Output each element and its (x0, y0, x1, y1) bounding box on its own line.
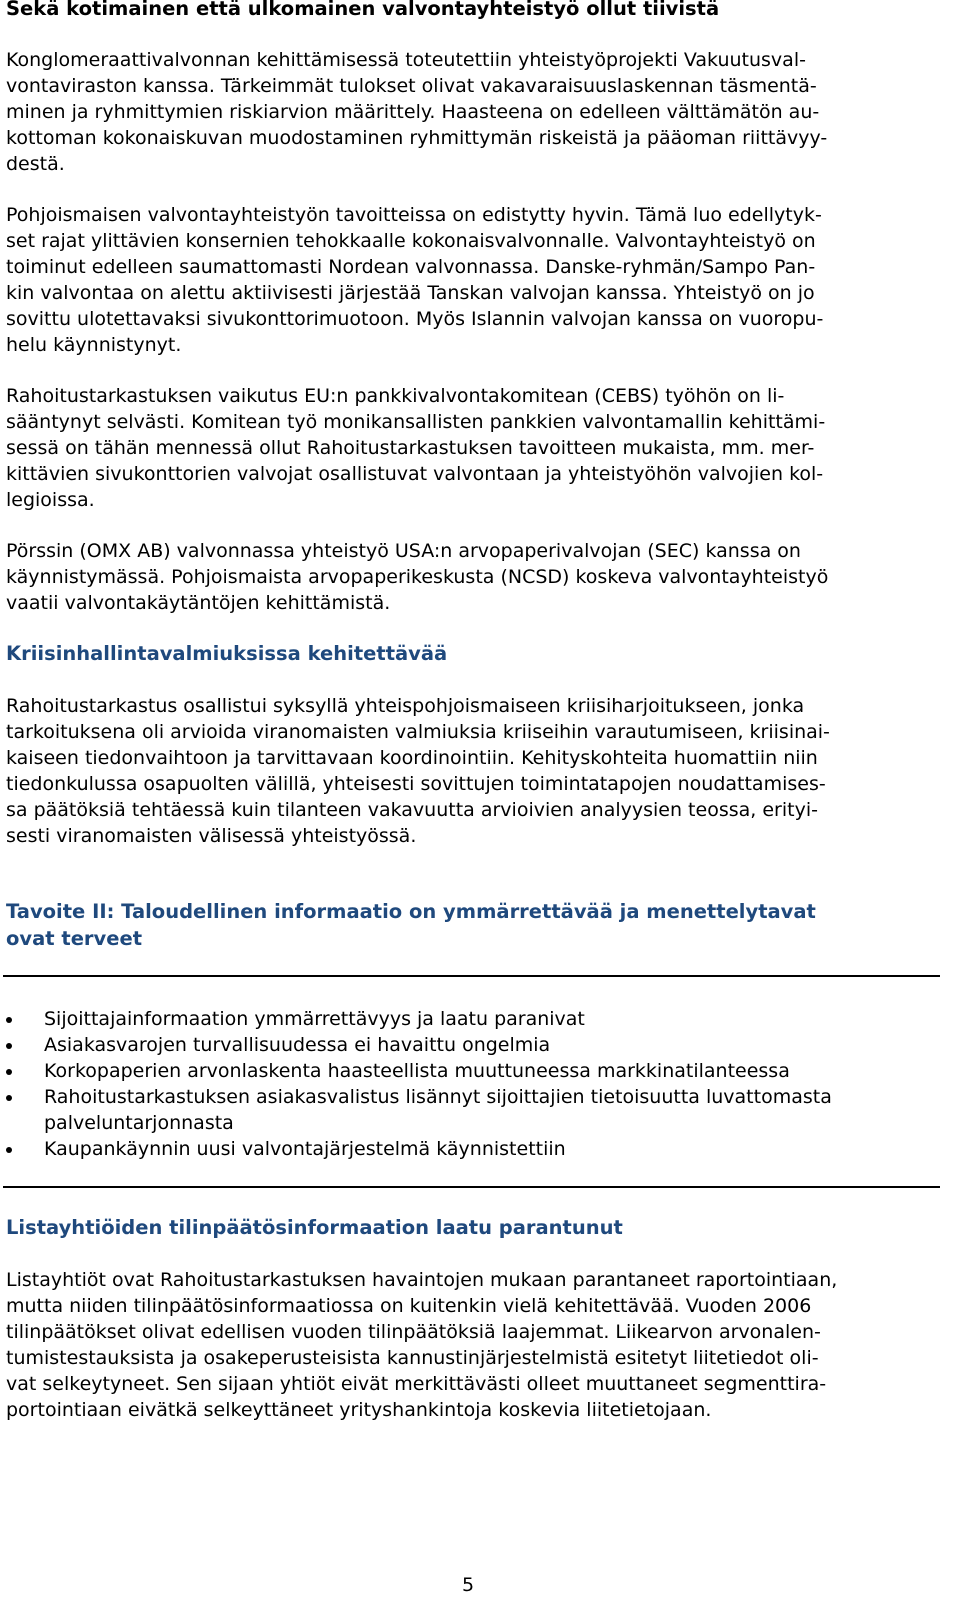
text-line: minen ja ryhmittymien riskiarvion määrittely. Haasteena on edelleen välttämätön au- (6, 101, 820, 123)
text-line: vaatii valvontakäytäntöjen kehittämistä. (6, 592, 391, 614)
text-line: kaiseen tiedonvaihtoon ja tarvittavaan koordinointiin. Kehityskohteita huomattiin niin (6, 747, 818, 769)
text-line: portointiaan eivätkä selkeyttäneet yrityshankintoja koskevia liitetietojaan. (6, 1399, 712, 1421)
bullet-icon (6, 1147, 12, 1153)
list-item-text: Rahoitustarkastuksen asiakasvalistus lisännyt sijoittajien tietoisuutta luvattomasta (44, 1086, 832, 1108)
goal-heading (6, 898, 940, 952)
bullet-icon (6, 1095, 12, 1101)
paragraph-conglomerate (6, 47, 940, 177)
text-line: tarkoituksena oli arvioida viranomaisten valmiuksia kriiseihin varautumiseen, kriisinai- (6, 721, 830, 743)
page-number: 5 (462, 1574, 475, 1596)
paragraph-omx (6, 538, 940, 616)
text-line: vontaviraston kanssa. Tärkeimmät tulokset olivat vakavaraisuuslaskennan täsmentä- (6, 75, 817, 97)
text-line: tumistestauksista ja osakeperusteisista kannustinjärjestelmistä esitetyt liitetiedot oli- (6, 1347, 819, 1369)
text-line: kottoman kokonaiskuvan muodostaminen ryhmittymän riskeistä ja pääoman riittävyy- (6, 127, 828, 149)
text-line: helu käynnistynyt. (6, 334, 182, 356)
text-line: sessä on tähän mennessä ollut Rahoitustarkastuksen tavoitteen mukaista, mm. mer- (6, 437, 815, 459)
text-line: käynnistymässä. Pohjoismaista arvopaperikeskusta (NCSD) koskeva valvontayhteistyö (6, 566, 829, 588)
text-line: mutta niiden tilinpäätösinformaatiossa on kuitenkin vielä kehitettävää. Vuoden 2006 (6, 1295, 812, 1317)
section-heading-listed-companies: Listayhtiöiden tilinpäätösinformaation laatu parantunut (6, 1216, 623, 1239)
goal-heading-line: Tavoite II: Taloudellinen informaatio on ymmärrettävää ja menettelytavat (6, 900, 816, 923)
bullet-icon (6, 1017, 12, 1023)
section-heading-crisis: Kriisinhallintavalmiuksissa kehitettävää (6, 642, 448, 665)
paragraph-crisis-exercise (6, 693, 940, 849)
text-line: kittävien sivukonttorien valvojat osallistuvat valvontaan ja yhteistyöhön valvojien kol- (6, 463, 824, 485)
goal-bullet-list (0, 1006, 940, 1162)
text-line: Rahoitustarkastuksen vaikutus EU:n pankkivalvontakomitean (CEBS) työhön on li- (6, 385, 785, 407)
text-line: sesti viranomaisten välisessä yhteistyössä. (6, 825, 417, 847)
text-line: Pohjoismaisen valvontayhteistyön tavoitteissa on edistytty hyvin. Tämä luo edellytyk- (6, 204, 822, 226)
text-line: set rajat ylittävien konsernien tehokkaalle kokonaisvalvonnalle. Valvontayhteistyö on (6, 230, 816, 252)
paragraph-cebs (6, 383, 940, 513)
list-item (0, 1058, 940, 1084)
list-item-text: Kaupankäynnin uusi valvontajärjestelmä käynnistettiin (44, 1138, 566, 1160)
bullet-icon (6, 1043, 12, 1049)
section-heading-cooperation: Sekä kotimainen että ulkomainen valvontayhteistyö ollut tiivistä (6, 0, 720, 20)
text-line: sääntynyt selvästi. Komitean työ monikansallisten pankkien valvontamallin kehittämi- (6, 411, 826, 433)
text-line: vat selkeytyneet. Sen sijaan yhtiöt eivät merkittävästi olleet muuttaneet segmenttira- (6, 1373, 827, 1395)
list-item-text: Sijoittajainformaation ymmärrettävyys ja laatu paranivat (44, 1008, 585, 1030)
paragraph-listed-companies (6, 1267, 940, 1423)
divider-bottom (3, 1186, 940, 1188)
paragraph-nordic-cooperation (6, 202, 940, 358)
list-item (0, 1084, 940, 1136)
text-line: kin valvontaa on alettu aktiivisesti järjestää Tanskan valvojan kanssa. Yhteistyö on jo (6, 282, 815, 304)
divider-top (3, 975, 940, 977)
list-item (0, 1032, 940, 1058)
text-line: tiedonkulussa osapuolten välillä, yhteisesti sovittujen toimintatapojen noudattamises- (6, 773, 826, 795)
text-line: Listayhtiöt ovat Rahoitustarkastuksen havaintojen mukaan parantaneet raportointiaan, (6, 1269, 838, 1291)
list-item (0, 1136, 940, 1162)
text-line: sovittu ulotettavaksi sivukonttorimuotoon. Myös Islannin valvojan kanssa on vuoropu- (6, 308, 824, 330)
goal-heading-line: ovat terveet (6, 927, 143, 950)
text-line: tilinpäätökset olivat edellisen vuoden tilinpäätöksiä laajemmat. Liikearvon arvonalen- (6, 1321, 821, 1343)
text-line: Rahoitustarkastus osallistui syksyllä yhteispohjoismaiseen kriisiharjoitukseen, jonka (6, 695, 805, 717)
list-item-text: Korkopaperien arvonlaskenta haasteellista muuttuneessa markkinatilanteessa (44, 1060, 790, 1082)
text-line: Konglomeraattivalvonnan kehittämisessä toteutettiin yhteistyöprojekti Vakuutusval- (6, 49, 806, 71)
list-item-text: palveluntarjonnasta (44, 1112, 234, 1134)
text-line: toiminut edelleen saumattomasti Nordean valvonnassa. Danske-ryhmän/Sampo Pan- (6, 256, 816, 278)
list-item-text: Asiakasvarojen turvallisuudessa ei havaittu ongelmia (44, 1034, 551, 1056)
text-line: legioissa. (6, 489, 95, 511)
bullet-icon (6, 1069, 12, 1075)
text-line: sa päätöksiä tehtäessä kuin tilanteen vakavuutta arvioivien analyysien teossa, erityi- (6, 799, 818, 821)
text-line: destä. (6, 153, 65, 175)
text-line: Pörssin (OMX AB) valvonnassa yhteistyö USA:n arvopaperivalvojan (SEC) kanssa on (6, 540, 801, 562)
list-item (0, 1006, 940, 1032)
